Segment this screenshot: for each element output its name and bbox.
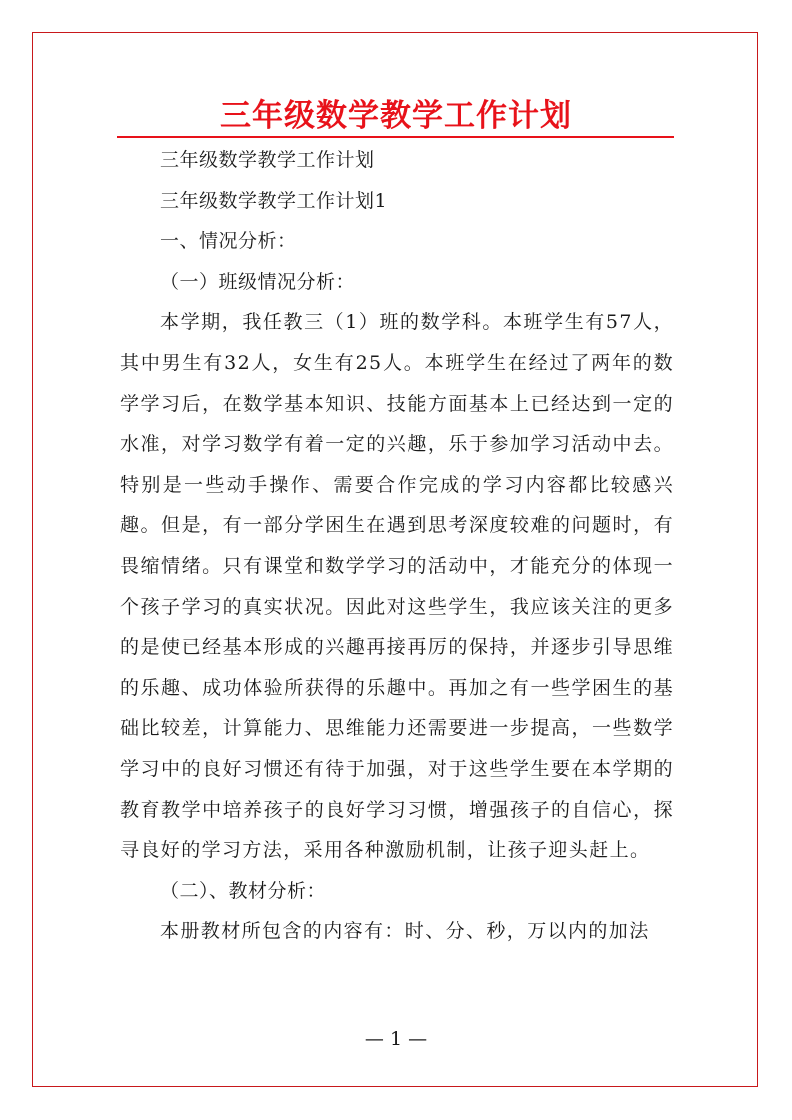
title-underline bbox=[117, 136, 674, 138]
document-body bbox=[120, 140, 674, 952]
body-paragraph: 本册教材所包含的内容有：时、分、秒，万以内的加法 bbox=[160, 920, 650, 943]
body-paragraph: 本学期，我任教三（1）班的数学科。本班学生有57人，其中男生有32人，女生有25人。本班学生在经过了两年的数学学习后，在数学基本知识、技能方面基本上已经达到一定的水准，对学习数学有着一定的兴趣，乐于参加学习活动中去。特别是一些动手操作、需要合作完成的学习内容都比较感兴趣。但是，有一部分学困生在遇到思考深度较难的问题时，有畏缩情绪。只有课堂和数学学习的活动中，才能充分的体现一个孩子学习的真实状况。因此对这些学生，我应该关注的更多的是使已经基本形成的兴趣再接再厉的保持，并逐步引导思维的乐趣、成功体验所获得的乐趣中。再加之有一些学困生的基础比较差，计算能力、思维能力还需要进一步提高，一些数学学习中的良好习惯还有待于加强，对于这些学生要在本学期的教育教学中培养孩子的良好学习习惯，增强孩子的自信心，探寻良好的学习方法，采用各种激励机制，让孩子迎头赶上。 bbox=[120, 311, 674, 862]
subsection-heading: （一）班级情况分析： bbox=[160, 270, 356, 293]
document-title: 三年级数学教学工作计划 bbox=[220, 98, 572, 134]
paragraph-heading: 三年级数学教学工作计划 bbox=[160, 149, 375, 171]
paragraph-subheading: 三年级数学教学工作计划1 bbox=[160, 189, 388, 212]
page-number: — 1 — bbox=[364, 1028, 428, 1050]
section-heading: 一、情况分析： bbox=[160, 230, 297, 253]
subsection-heading: （二）、教材分析： bbox=[160, 879, 327, 902]
